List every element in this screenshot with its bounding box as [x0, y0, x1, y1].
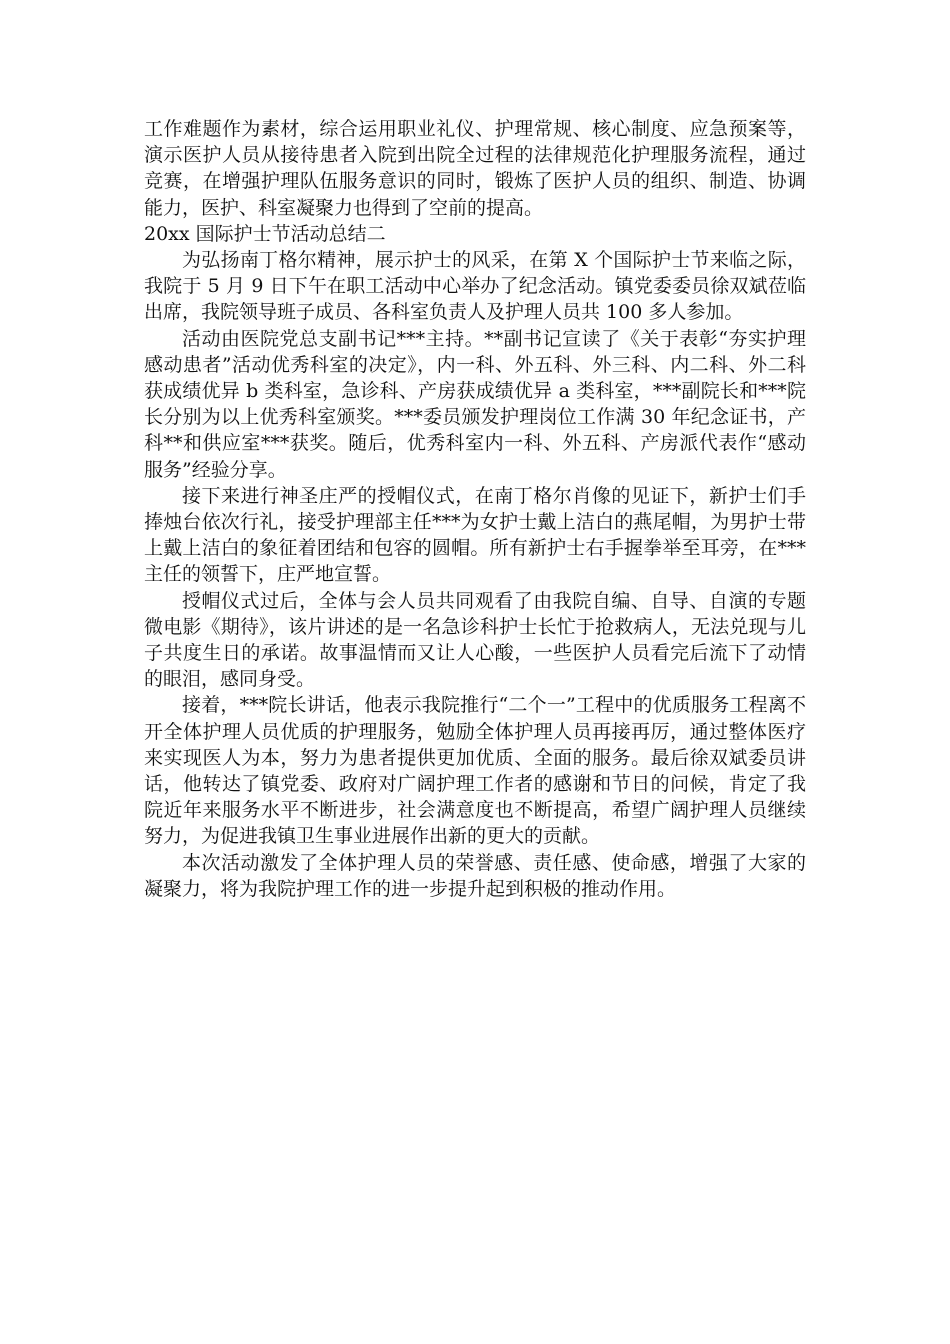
paragraph-3: 接下来进行神圣庄严的授帽仪式，在南丁格尔肖像的见证下，新护士们手捧烛台依次行礼，接受护理部主任***为女护士戴上洁白的燕尾帽，为男护士带上戴上洁白的象征着团结和包容的圆帽。所有新护士右手握拳举至耳旁，在***主任的领誓下，庄严地宣誓。 — [144, 484, 806, 586]
paragraph-1: 为弘扬南丁格尔精神，展示护士的风采，在第 X 个国际护士节来临之际，我院于 5 月 9 日下午在职工活动中心举办了纪念活动。镇党委委员徐双斌莅临出席，我院领导班子成员、各科室负责人及护理人员共 100 多人参加。 — [144, 249, 806, 324]
paragraph-5: 接着，***院长讲话，他表示我院推行“二个一”工程中的优质服务工程离不开全体护理人员优质的护理服务，勉励全体护理人员再接再厉，通过整体医疗来实现医人为本，努力为患者提供更加优质、全面的服务。最后徐双斌委员讲话，他转达了镇党委、政府对广阔护理工作者的感谢和节日的问候，肯定了我院近年来服务水平不断进步，社会满意度也不断提高，希望广阔护理人员继续努力，为促进我镇卫生事业进展作出新的更大的贡献。 — [144, 694, 806, 848]
paragraph-2: 活动由医院党总支副书记***主持。**副书记宣读了《关于表彰“夯实护理感动患者”活动优秀科室的决定》，内一科、外五科、外三科、内二科、外二科获成绩优异 b 类科室，急诊科、产房获成绩优异 a 类科室，***副院长和***院长分别为以上优秀科室颁奖。***委员颁发护理岗位工作满 30 年纪念证书，产科**和供应室***获奖。随后，优秀科室内一科、外五科、产房派代表作“感动服务”经验分享。 — [144, 327, 806, 481]
paragraph-4: 授帽仪式过后，全体与会人员共同观看了由我院自编、自导、自演的专题微电影《期待》，该片讲述的是一名急诊科护士长忙于抢救病人，无法兑现与儿子共度生日的承诺。故事温情而又让人心酸，一些医护人员看完后流下了动情的眼泪，感同身受。 — [144, 589, 806, 691]
document-page — [144, 116, 806, 902]
intro-paragraph: 工作难题作为素材，综合运用职业礼仪、护理常规、核心制度、应急预案等，演示医护人员从接待患者入院到出院全过程的法律规范化护理服务流程，通过竞赛，在增强护理队伍服务意识的同时，锻炼了医护人员的组织、制造、协调能力，医护、科室凝聚力也得到了空前的提高。 — [144, 118, 806, 219]
section-title: 20xx 国际护士节活动总结二 — [144, 222, 386, 245]
paragraph-6: 本次活动激发了全体护理人员的荣誉感、责任感、使命感，增强了大家的凝聚力，将为我院护理工作的进一步提升起到积极的推动作用。 — [144, 851, 806, 900]
